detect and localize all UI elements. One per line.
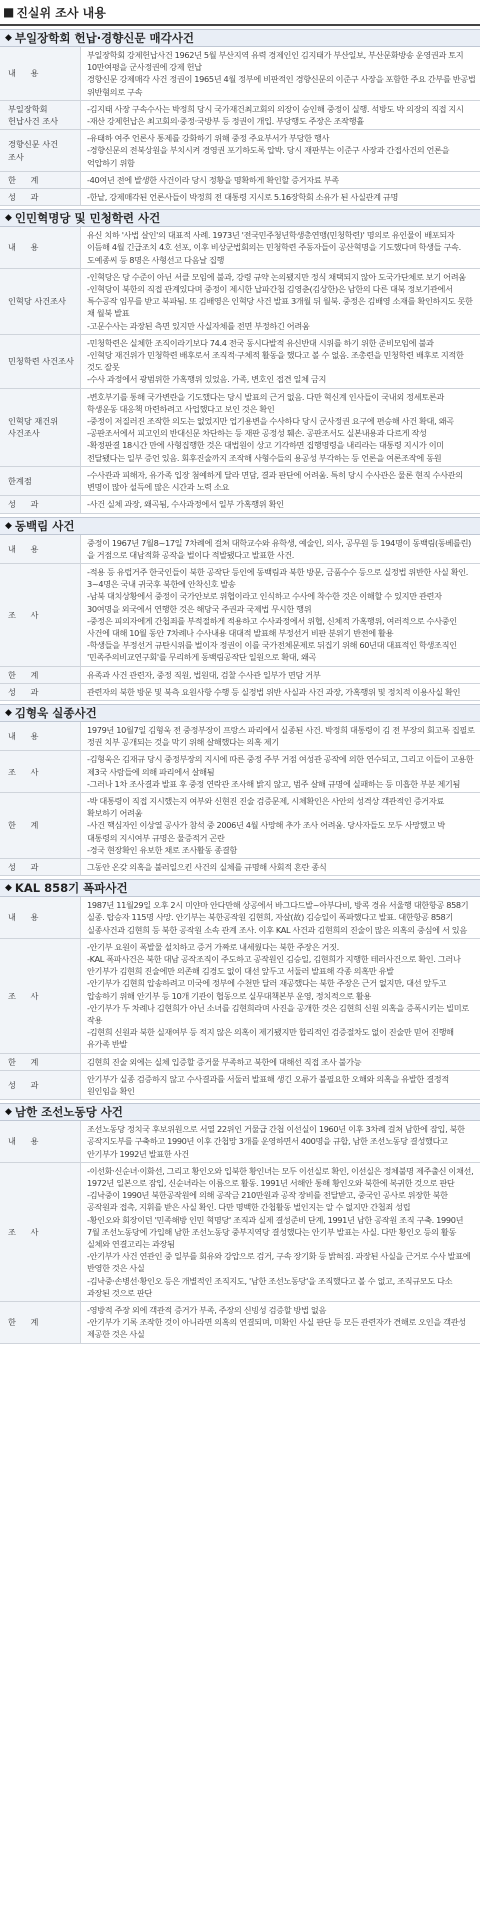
row-content [81,1162,480,1301]
row-label: 성 과 [0,683,81,700]
section [0,879,480,1100]
section-title: 인민혁명당 및 민청학련 사건 [14,211,161,226]
content-line: -KAL 폭파사건은 북한 대남 공작조직이 주도하고 공작원인 김승일, 김현희가 지행한 테러사건으로 확인. 그러나 안기부가 김현희 진술에만 의존해 김경도 없이 대선 앞두고 서둘러 발표해 각종 의혹만 유발 [87,953,461,977]
row-content [81,388,480,466]
row-content [81,171,480,188]
table-row [0,388,480,466]
content-line: -김형욱은 김재규 당시 중정부장의 지시에 따른 중정 주부 거점 여성관 공작에 의한 연수되고, 그리고 이들이 고용한 제3국 사람들에 의해 파리에서 살해됨 [87,754,474,777]
row-content [81,751,480,793]
section-header [0,704,480,722]
content-line: 안기부가 실종 검증하지 않고 수사결과를 서둘러 발표해 생긴 오류가 불필요한 오해와 의혹을 유발한 결정적 원인임을 확인 [87,1073,449,1097]
table-row [0,1070,480,1099]
table-row [0,334,480,388]
table-row [0,722,480,751]
content-line: -인혁당 재건위가 민청학련 배후로서 조직적·구체적 활동을 했다고 볼 수 없음. 조총련을 민청학련 배후로 지적한 것도 잘못 [87,350,464,373]
content-line: 관련자의 북한 방문 및 북측 요원사항 수행 등 실정법 위반 사실과 사건 과장, 가혹행위 및 정치적 이용사실 확인 [87,686,461,697]
section-table [0,722,480,876]
section-table [0,535,480,701]
row-label: 한 계 [0,1053,81,1070]
table-row [0,858,480,875]
section-header [0,209,480,227]
row-content [81,938,480,1053]
section-header [0,1103,480,1121]
table-row [0,171,480,188]
content-line: -이선화·신순녀·이화선, 그리고 황인오와 입북한 황인녀는 모두 이선실로 확인, 이선실은 정체불명 제주출신 이채선, 1972년 일본으로 잠입, 신순녀라는 이름으로 활동. 1991년 서해안 통해 황인오와 북한에 복귀한 것으로 판단 [87,1165,474,1189]
content-line: -영방적 주장 외에 객관적 증거가 부족, 주장의 신빙성 검증할 방법 없음 [87,1305,327,1316]
content-line: 유신 치하 '사법 살인'의 대표적 사례. 1973년 '전국민주청년학생총연맹(민청학련)' 명의로 유인물이 배포되자 이듬해 4월 긴급조치 4호 선포, 이후 비상군법회의는 민청학련 주동자들이 공산혁명을 기도했다며 학생들 구속. 도예종씨 등 8명은 사형선고 다음날 집행 [87,230,461,265]
table-row [0,751,480,793]
row-content [81,47,480,100]
row-label: 조 사 [0,938,81,1053]
section [0,29,480,206]
row-content [81,334,480,388]
section-table [0,227,480,513]
table-row [0,1053,480,1070]
row-content [81,563,480,666]
section-table [0,897,480,1100]
table-row [0,792,480,858]
table-row [0,47,480,100]
row-label: 성 과 [0,496,81,513]
diamond-bullet-icon: ◆ [5,1107,12,1118]
table-row [0,227,480,268]
row-label: 내 용 [0,47,81,100]
content-line: -경국 현장확인 유보한 채로 조사활동 종결함 [87,844,237,855]
row-label: 한 계 [0,171,81,188]
table-row [0,100,480,129]
section [0,704,480,876]
content-line: -재산 강제헌납은 최고회의·중정·국방부 등 정권이 개입. 부당행도 주장은 조작행휼 [87,116,364,127]
table-row [0,466,480,495]
content-line: -중정은 피의자에게 간첩죄를 부적절하게 적용하고 수사과정에서 위협, 신체적 가혹행위, 여러적으로 수사중인 사건에 대해 10월 동안 7차례나 수사내용 대대적 발표해 부정선거 비판 분위기 반전에 활용 [87,615,457,638]
content-line: -경향신문의 전북상원을 부치시켜 경영권 포기하도록 압박. 당시 재판부는 이준구 사장과 간접사건의 언론을 억압하기 위함 [87,145,450,168]
diamond-bullet-icon: ◆ [5,213,12,224]
content-line: -김현희 신원과 북한 실재여부 등 적지 않은 의혹이 제기됐지만 합리적인 검증절차도 없이 진술만 믿어 진행해 유가족 반발 [87,1027,454,1050]
row-label: 한계점 [0,466,81,495]
content-line: 1979년 10월7일 김형욱 전 중정부장이 프랑스 파리에서 실종된 사건. 박정희 대통령이 김 전 부장의 회고록 집필로 정권 치부 공개되는 것을 막기 위해 살해했다는 의혹 제기 [87,724,475,748]
content-line: -수사 과정에서 광범위한 가혹행위 있었음. 가족, 변호인 접견 일체 금지 [87,374,327,385]
table-row [0,130,480,172]
section-table [0,47,480,206]
content-line: -중정이 저질러진 조작한 의도는 없었지만 업기용변을 수사하다 당시 군사정권 요구에 편승해 사건 확대, 왜곡 [87,416,454,427]
content-line: -공판조서에서 피고인의 반대신문 차단하는 등 재판 공정성 훼손. 공판조서도 실본내용과 다르게 작성 [87,428,427,439]
row-content [81,1302,480,1344]
content-line: -안기부 요원이 폭발물 설치하고 증거 가짜로 내세웠다는 북한 주장은 거짓. [87,941,339,952]
row-content [81,1070,480,1099]
section-header [0,879,480,897]
row-label: 한 계 [0,792,81,858]
diamond-bullet-icon: ◆ [5,707,12,718]
content-line: -인혁당이 북한의 직접 관계있다며 중정이 제시한 납파간첩 김영춘(김상한)은 남한의 다른 대북 정보기관에서 특수공작 임무를 받고 북파됨. 또 김배영은 인혁당 사건 발표 3개월 뒤 월북. 중정은 김배영 소재를 확인하지도 못한 채 월북 발표 [87,284,473,319]
section-table [0,1121,480,1343]
row-content [81,100,480,129]
row-content [81,722,480,751]
table-row [0,1162,480,1301]
content-line: -남북 대치상황에서 중정이 국가안보로 위협이라고 인식하고 수사에 착수한 것은 이해할 수 있지만 관련자 30여명을 외국에서 연행한 것은 해당국 주권과 국제법 무시한 행위 [87,591,442,614]
content-line: -안기부가 김현희 압송하려고 미국에 정부에 수천만 달러 재공했다는 북한 주장은 근거 없지만, 대선 앞두고 압송하기 위해 안기부 등 10개 기관이 협동으로 실무대책본부 운영, 정치적으로 활용 [87,978,447,1001]
content-line: -사건 실체 과장, 왜곡됨, 수사과정에서 일부 가혹행위 확인 [87,499,284,510]
table-row [0,268,480,334]
table-row [0,496,480,513]
row-content [81,666,480,683]
content-line: -민청학련은 실체한 조직이라기보다 74.4 전국 동시다발적 유신반대 시위를 하기 위한 준비모임에 불과 [87,337,434,348]
content-line: -안기부가 사건 연관인 중 일부를 회유와 강압으로 검거, 구속 장기화 등 밝혀짐. 과장된 사실을 근거로 수사 발표에 반영한 것은 사실 [87,1251,471,1274]
row-label: 민청학련 사건조사 [0,334,81,388]
diamond-bullet-icon: ◆ [5,520,12,531]
content-line: 경향신문 강제매각 사건 정권이 1965년 4월 정부에 비판적인 경향신문의 이준구 사장을 포함한 주요 간부를 반공법 위반혐의로 구속 [87,74,476,97]
content-line: 부일장학회 강제헌납사건 1962년 5월 부산지역 유력 경제인인 김지태가 부산일보, 부산문화방송 운영권과 토지 10만여평을 군사정권에 강제 헌납 [87,50,464,73]
row-label: 부일장학회 헌납사건 조사 [0,100,81,129]
table-row [0,189,480,206]
content-line: -학생들을 부정선거 규탄시위를 벌이자 정권이 이를 국가전체문제로 뒤집기 위해 60년대 대표적인 학생조직인 '민족주의비교연구회'를 무리하게 동백림공작단 일원으로 확대, 왜곡 [87,640,457,663]
content-line: -인혁당은 당 수준이 아닌 서클 모임에 불과, 강령 규약 논의됐지만 정식 채택되지 않아 도국가단체로 보기 어려움 [87,271,466,282]
row-label: 한 계 [0,1302,81,1344]
section [0,1103,480,1343]
row-label: 내 용 [0,1121,81,1162]
row-content [81,683,480,700]
content-line: -변호부기를 통해 국가변란을 기도했다는 당시 발표의 근거 없음. 다만 혁신계 인사들이 국내외 정세토론과 학생운동 대응책 마련하려고 사업했다고 보인 것은 확인 [87,391,444,414]
section-title: 김형욱 실종사건 [14,705,97,720]
content-line: -수사관과 피해자, 유가족 입장 첨예하게 달라 면담, 결과 판단에 어려움. 특히 당시 수사관은 물론 현직 수사관의 변명이 많아 설득에 많은 시간과 노력 소요 [87,469,463,493]
table-row [0,666,480,683]
content-line: -적용 등 유럽거주 한국인들이 북한 공작단 등인에 동백림과 북한 방문, 금품수수 등으로 실정법 위반한 사실 확인. 3~4명은 국내 귀국후 북한에 안착신호 발송 [87,566,469,590]
row-content [81,189,480,206]
row-content [81,496,480,513]
content-line: -안기부가 두 차례나 김현희가 아닌 소녀를 김현희라며 사진을 공개한 것은 김현희 신원 의혹을 증폭시키는 빌미로 작용 [87,1002,469,1025]
content-line: 그동안 온갖 의혹을 불러일으킨 사건의 실체를 규명해 사회적 혼란 종식 [87,861,327,872]
table-row [0,938,480,1053]
section-header [0,517,480,535]
page-title: ■ 진실위 조사 내용 [0,0,480,26]
row-content [81,897,480,938]
row-label: 성 과 [0,189,81,206]
table-row [0,535,480,564]
row-label: 내 용 [0,897,81,938]
row-label: 인혁당 재건위 사건조사 [0,388,81,466]
row-content [81,1053,480,1070]
content-line: 조선노동당 정치국 후보위원으로 서열 22위인 거물급 간첩 이선실이 1960년 이후 3차례 걸쳐 남한에 잠입, 북한 공작지도부를 구축하고 1990년 이후 간첩망 3개를 운영하면서 400명을 규합, 남한 조선노동당 결성했다고 안기부가 1992년 발표한 사건 [87,1124,465,1159]
table-row [0,897,480,938]
row-label: 경향신문 사건 조사 [0,130,81,172]
content-line: -그러나 1차 조사결과 발표 후 중정 연락관 조사해 밝지 않고, 범주 살해 규명에 실패하는 등 미흡한 부분 제기됨 [87,778,461,789]
content-line: -박 대통령이 직접 지시했는지 여부와 신현진 진술 검증문제, 시체확인은 사안의 성격상 객관적인 증거자료 확보하기 어려움 [87,795,444,819]
row-label: 내 용 [0,227,81,268]
row-content [81,535,480,564]
row-content [81,227,480,268]
section-title: 부일장학회 헌납·경향신문 매각사건 [14,31,194,45]
content-line: 김현희 진술 외에는 실체 입증할 증거물 부족하고 북한에 대해선 직접 조사 불가능 [87,1056,362,1067]
row-content [81,130,480,172]
row-label: 인혁당 사건조사 [0,268,81,334]
content-line: -김낙중·손병선·황인오 등은 개별적인 조직지도, '남한 조선노동당'을 조직했다고 볼 수 없고, 조직규모도 다소 과장된 것으로 판단 [87,1275,453,1298]
row-label: 조 사 [0,1162,81,1301]
content-line: -고문수사는 과장된 측면 있지만 사실자체를 전면 부정하긴 어려움 [87,320,310,331]
row-content [81,466,480,495]
content-line: -한낱, 강제매각된 언론사들이 박정희 전 대통령 지시로 5.16장학회 소유가 된 사실관계 규명 [87,192,399,203]
content-line: -황인오와 회장이던 '민족해방 인민 혁명당' 조직과 실제 결성준비 단계, 1991년 남한 공작원 조직 구축. 1990년 7월 조선노동당에 가입해 남한 조선노동당 중부지역당 결성했다는 안기부 발표는 사실. 다만 황인오 등의 활동 실체와 연결고리는 과장됨 [87,1214,464,1250]
content-line: 유족과 사건 관련자, 중정 직원, 법원대, 검찰 수사관 일부가 면담 거부 [87,669,321,680]
content-line: 1987년 11월29일 오후 2시 미얀마 안다만해 상공에서 바그다드발~아부다비, 방콕 경유 서울행 대한항공 858기 실종. 탑승자 115명 사망. 안기부는 북한공작원 김현희, 자살(故) 김승일이 폭파했다고 발표. 대한항공 858기 실종사건과 김현희 등 북한 공작원 소속 관계 조사. 이후 KAL 사건과 김현희의 진술이 많은 의혹의 중심에 서 있음 [87,900,469,935]
black-square-icon: ■ [3,5,15,19]
section-title: 동백림 사건 [14,518,75,533]
content-line: -40여년 전에 발생한 사건이라 당시 정황을 명확하게 확인할 증거자료 부족 [87,174,339,185]
content-line: -유태하 여주 언론사 통제를 강화하기 위해 중정 주요부서가 부당한 행사 [87,133,330,144]
content-line: -김낙중이 1990년 북한공작원에 의해 공작금 210만원과 공작 장비를 전달받고, 중국인 공사로 위장한 북한 공작원과 접촉, 지휘를 받은 사실 확인. 다만 명백한 간첩활동 벌인지는 알 수 없지만 간첩죄 성립 [87,1190,448,1213]
row-label: 성 과 [0,858,81,875]
row-label: 조 사 [0,563,81,666]
content-line: 중정이 1967년 7월8~17일 7차례에 걸쳐 대학교수와 유학생, 예술인, 의사, 공무원 등 194명이 동백림(동베를린)을 거점으로 대남적화 공작을 벌이다 적발됐다고 발표한 사건. [87,537,471,560]
row-label: 내 용 [0,722,81,751]
section [0,209,480,513]
table-row [0,563,480,666]
row-label: 조 사 [0,751,81,793]
diamond-bullet-icon: ◆ [5,33,12,43]
section-title: KAL 858기 폭파사건 [14,881,128,896]
table-row [0,683,480,700]
row-label: 한 계 [0,666,81,683]
sections-container [0,29,480,1344]
table-row [0,1302,480,1344]
diamond-bullet-icon: ◆ [5,883,12,894]
content-line: -확정판결 18시간 만에 사형집행한 것은 대법원이 상고 기각하면 집행명령을 내리라는 대통령 지시가 이미 전달됐다는 일부 증언 있음. 회후진술까지 조작해 사형수들의 용공성 부각하는 등 언론을 여론조작에 동원 [87,440,444,463]
content-line: -안기부가 기록 조작한 것이 아니라면 의혹의 연결되며, 미확인 사실 판단 등 모든 관련자가 견해로 오인을 객관성 제공한 것은 사실 [87,1317,466,1340]
content-line: -김지태 사장 구속수사는 박정희 당시 국가재건최고회의 의장이 승인해 중정이 실행. 석방도 박 의장의 직접 지시 [87,103,464,114]
section [0,517,480,701]
row-label: 성 과 [0,1070,81,1099]
section-header [0,29,480,47]
row-label: 내 용 [0,535,81,564]
row-content [81,1121,480,1162]
content-line: -사건 핵심자인 이상열 공사가 참석 중 2006년 4월 사망해 추가 조사 어려움. 당사자들도 모두 사망했고 박 대통령의 지시여부 규명은 물증적거 곤란 [87,820,445,843]
row-content [81,268,480,334]
table-row [0,1121,480,1162]
section-title: 남한 조선노동당 사건 [14,1105,123,1120]
row-content [81,792,480,858]
row-content [81,858,480,875]
